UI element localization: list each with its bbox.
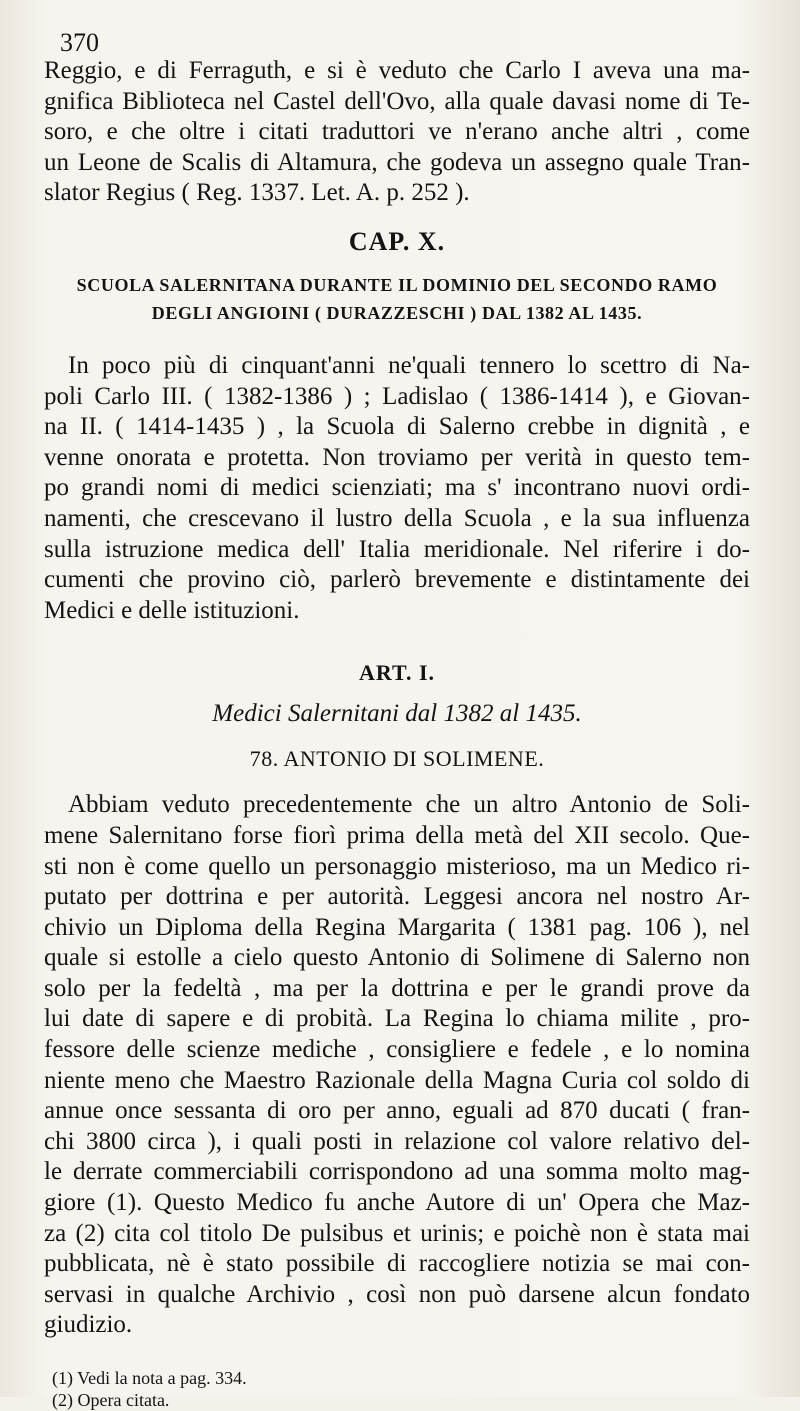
section-title-line: DEGLI ANGIOINI ( DURAZZESCHI ) DAL 1382 AL 1435. (151, 302, 643, 323)
text-line: na II. ( 1414-1435 ) , la Scuola di Salerno crebbe in dignità , e (44, 413, 750, 441)
text-line: soro, e che oltre i citati traduttori ve n'erano anche altri , come (44, 118, 750, 146)
text-line: putato per dottrina e per autorità. Leggesi ancora nel nostro Ar- (44, 883, 750, 911)
text-line: pubblicata, nè è stato possibile di raccogliere notizia se mai con- (44, 1250, 750, 1278)
text-line: poli Carlo III. ( 1382-1386 ) ; Ladislao ( 1386-1414 ), e Giovan- (44, 382, 750, 410)
text-line: Reggio, e di Ferraguth, e si è veduto che Carlo I aveva una ma- (44, 57, 750, 84)
text-line: giudizio. (44, 1311, 133, 1339)
text-line: za (2) cita col titolo De pulsibus et urinis; e poichè non è stata mai (44, 1219, 750, 1247)
text-line: mene Salernitano forse fiorì prima della metà del XII secolo. Que- (44, 821, 750, 849)
paragraph-2 (44, 790, 750, 1341)
text-line: quale si estolle a cielo questo Antonio di Solimene di Salerno non (44, 944, 750, 972)
text-line: cumenti che provino ciò, parlerò brevemente e distintamente dei (44, 566, 750, 594)
footnotes (44, 1367, 750, 1411)
text-line: Medici e delle istituzioni. (44, 596, 300, 624)
page-number: 370 (60, 28, 99, 57)
text-line: le derrate commerciabili corrispondono ad una somma molto mag- (44, 1158, 750, 1186)
footnote: (2) Opera citata. (52, 1390, 170, 1410)
entry-heading: 78. ANTONIO DI SOLIMENE. (249, 746, 545, 772)
text-line: un Leone de Scalis di Altamura, che godeva un assegno quale Tran- (44, 148, 750, 176)
text-line: servasi in qualche Archivio , così non può darsene alcun fondato (44, 1280, 750, 1308)
text-line: slator Regius ( Reg. 1337. Let. A. p. 252 ). (44, 179, 470, 207)
text-line: sulla istruzione medica dell' Italia meridionale. Nel riferire i do- (44, 535, 750, 563)
text-line: solo per la fedeltà , ma per la dottrina e per le grandi prove da (44, 974, 750, 1002)
text-line: fessore delle scienze mediche , consigliere e fedele , e lo nomina (44, 1036, 750, 1064)
text-line: lui date di sapere e di probità. La Regina lo chiama milite , pro- (44, 1005, 750, 1033)
text-line: gnifica Biblioteca nel Castel dell'Ovo, alla quale davasi nome di Te- (44, 87, 750, 115)
text-line: annue once sessanta di oro per anno, eguali ad 870 ducati ( fran- (44, 1097, 750, 1125)
text-line: giore (1). Questo Medico fu anche Autore di un' Opera che Maz- (44, 1189, 750, 1217)
intro-paragraph (44, 56, 750, 209)
text-line: po grandi nomi di medici scienziati; ma s' incontrano nuovi ordi- (44, 474, 750, 502)
text-line: chivio un Diploma della Regina Margarita ( 1381 pag. 106 ), nel (44, 913, 750, 941)
chapter-heading: CAP. X. (348, 226, 446, 256)
text-line: sti non è come quello un personaggio misterioso, ma un Medico ri- (44, 852, 750, 880)
text-line: In poco più di cinquant'anni ne'quali tennero lo scettro di Na- (68, 351, 750, 379)
paragraph-1 (44, 351, 750, 626)
footnote: (1) Vedi la nota a pag. 334. (52, 1368, 247, 1388)
page-content (44, 28, 750, 1411)
article-heading: ART. I. (358, 660, 436, 686)
article-subtitle: Medici Salernitani dal 1382 al 1435. (212, 700, 582, 728)
text-line: niente meno che Maestro Razionale della Magna Curia col soldo di (44, 1066, 750, 1094)
text-line: Abbiam veduto precedentemente che un altro Antonio de Soli- (68, 791, 750, 819)
text-line: chi 3800 circa ), i quali posti in relazione col valore relativo del- (44, 1127, 750, 1155)
text-line: namenti, che crescevano il lustro della Scuola , e la sua influenza (44, 504, 750, 532)
text-line: venne onorata e protetta. Non troviamo per verità in questo tem- (44, 443, 750, 471)
section-title-line: SCUOLA SALERNITANA DURANTE IL DOMINIO DEL SECONDO RAMO (76, 274, 718, 295)
section-title (44, 271, 750, 327)
